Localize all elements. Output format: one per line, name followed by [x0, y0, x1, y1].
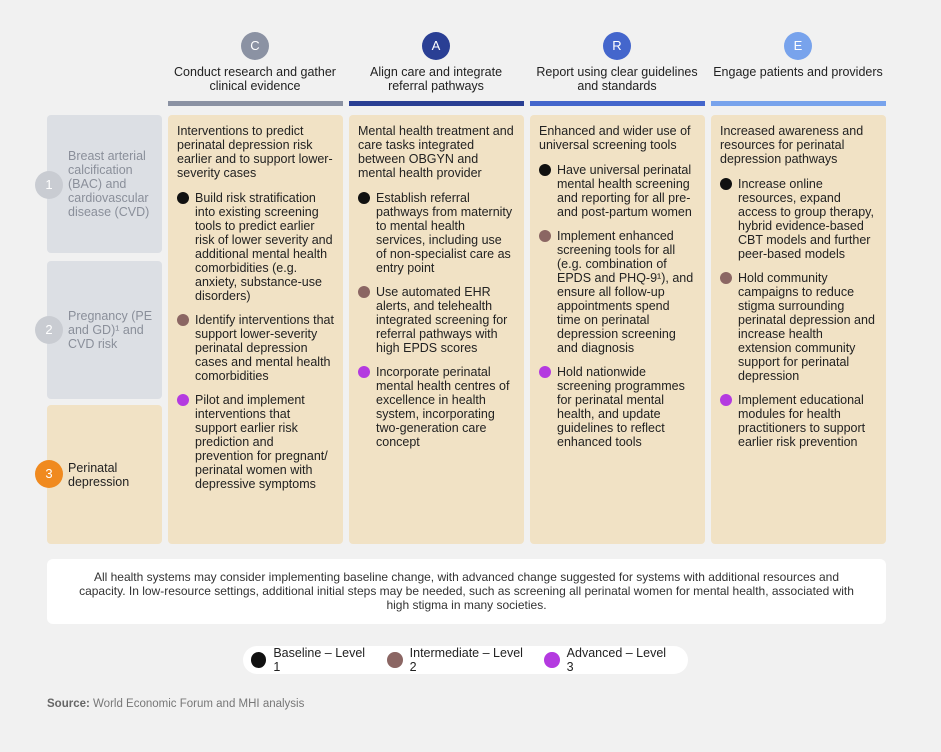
column-title-r: Report using clear guidelines and standards [536, 65, 698, 93]
item-text: Increase online resources, expand access to group therapy, hybrid evidence-based CBT models and further peer-based models [738, 177, 874, 261]
item-text: Build risk stratification into existing screening tools to predict earlier risk of lower severity and additional mental health comorbidities (e.g. anxiety, substance-use disorders) [195, 191, 333, 303]
legend-item-intermediate [387, 646, 528, 674]
legend-label: Baseline – Level 1 [273, 646, 366, 674]
column-header-e [711, 32, 885, 79]
column-title-c: Conduct research and gather clinical evidence [174, 65, 336, 93]
legend [243, 646, 688, 674]
list-item [539, 365, 696, 449]
advanced-dot-icon [539, 366, 551, 378]
list-item [720, 393, 877, 449]
baseline-dot-icon [177, 192, 189, 204]
list-item [177, 191, 334, 303]
letter-badge-c: C [241, 32, 269, 60]
list-item [720, 271, 877, 383]
letter-badge-a: A [422, 32, 450, 60]
card-r [530, 115, 705, 544]
card-a [349, 115, 524, 544]
card-intro: Interventions to predict perinatal depression risk earlier and to support lower-severity cases [177, 124, 333, 180]
row-text-2: Pregnancy (PE and GD)¹ and CVD risk [68, 309, 153, 351]
card-intro: Increased awareness and resources for perinatal depression pathways [720, 124, 864, 166]
footnote-box: All health systems may consider implementing baseline change, with advanced change suggested for systems with additional resources and capacity. In low-resource settings, additional initial steps may be needed, such as screening all perinatal women for mental health, associated with high stigma in many societies. [47, 559, 886, 624]
legend-label: Advanced – Level 3 [566, 646, 667, 674]
advanced-dot-icon [177, 394, 189, 406]
column-title-e: Engage patients and providers [713, 65, 883, 79]
card-intro: Mental health treatment and care tasks integrated between OBGYN and mental health provider [358, 124, 514, 180]
list-item [177, 393, 334, 491]
column-header-c [168, 32, 342, 93]
baseline-dot-icon [720, 178, 732, 190]
legend-item-advanced [544, 646, 672, 674]
intermediate-dot-icon [358, 286, 370, 298]
source-prefix: Source: [47, 698, 90, 710]
column-title-a: Align care and integrate referral pathways [369, 65, 503, 93]
list-item [358, 191, 515, 275]
list-item [720, 177, 877, 261]
item-text: Incorporate perinatal mental health centres of excellence in health system, incorporating two-generation care concept [376, 365, 510, 449]
advanced-dot-icon [544, 652, 559, 668]
item-text: Implement enhanced screening tools for all (e.g. combination of EPDS and PHQ-9¹), and ensure all follow-up appointments spend time on perinatal depression screening and diagnosis [557, 229, 694, 355]
column-bar-e [711, 101, 886, 106]
item-text: Hold nationwide screening programmes for perinatal mental health, and update guidelines to reflect enhanced tools [557, 365, 685, 449]
row-label-2 [47, 261, 162, 399]
intermediate-dot-icon [720, 272, 732, 284]
source-line [47, 698, 304, 710]
row-text-1: Breast arterial calcification (BAC) and cardiovascular disease (CVD) [68, 149, 150, 219]
row-number-3: 3 [35, 460, 63, 488]
item-text: Have universal perinatal mental health screening and reporting for all pre- and post-partum women [557, 163, 692, 219]
item-text: Implement educational modules for health practitioners to support earlier risk prevention [738, 393, 866, 449]
card-intro: Enhanced and wider use of universal screening tools [539, 124, 691, 152]
row-label-1 [47, 115, 162, 253]
list-item [358, 285, 515, 355]
advanced-dot-icon [720, 394, 732, 406]
column-bar-a [349, 101, 524, 106]
card-e [711, 115, 886, 544]
letter-badge-e: E [784, 32, 812, 60]
list-item [539, 163, 696, 219]
column-bar-c [168, 101, 343, 106]
letter-badge-r: R [603, 32, 631, 60]
row-number-1: 1 [35, 171, 63, 199]
row-number-2: 2 [35, 316, 63, 344]
column-header-a [349, 32, 523, 93]
item-text: Establish referral pathways from maternity to mental health services, including use of non-specialist care as entry point [376, 191, 513, 275]
column-bar-r [530, 101, 705, 106]
item-text: Hold community campaigns to reduce stigma surrounding perinatal depression and increase health extension community support for perinatal depression [738, 271, 875, 383]
row-label-3 [47, 405, 162, 544]
baseline-dot-icon [358, 192, 370, 204]
list-item [177, 313, 334, 383]
card-c [168, 115, 343, 544]
source-text: World Economic Forum and MHI analysis [93, 698, 305, 710]
advanced-dot-icon [358, 366, 370, 378]
intermediate-dot-icon [177, 314, 189, 326]
list-item [539, 229, 696, 355]
item-text: Pilot and implement interventions that support earlier risk prediction and prevention for pregnant/ perinatal women with depressive symptoms [195, 393, 328, 491]
row-text-3: Perinatal depression [68, 461, 130, 489]
baseline-dot-icon [251, 652, 266, 668]
item-text: Identify interventions that support lower-severity perinatal depression cases and mental health comorbidities [195, 313, 334, 383]
item-text: Use automated EHR alerts, and telehealth integrated screening for referral pathways with high EPDS scores [376, 285, 508, 355]
list-item [358, 365, 515, 449]
column-header-r [530, 32, 704, 93]
baseline-dot-icon [539, 164, 551, 176]
intermediate-dot-icon [539, 230, 551, 242]
intermediate-dot-icon [387, 652, 402, 668]
legend-item-baseline [251, 646, 371, 674]
legend-label: Intermediate – Level 2 [409, 646, 523, 674]
